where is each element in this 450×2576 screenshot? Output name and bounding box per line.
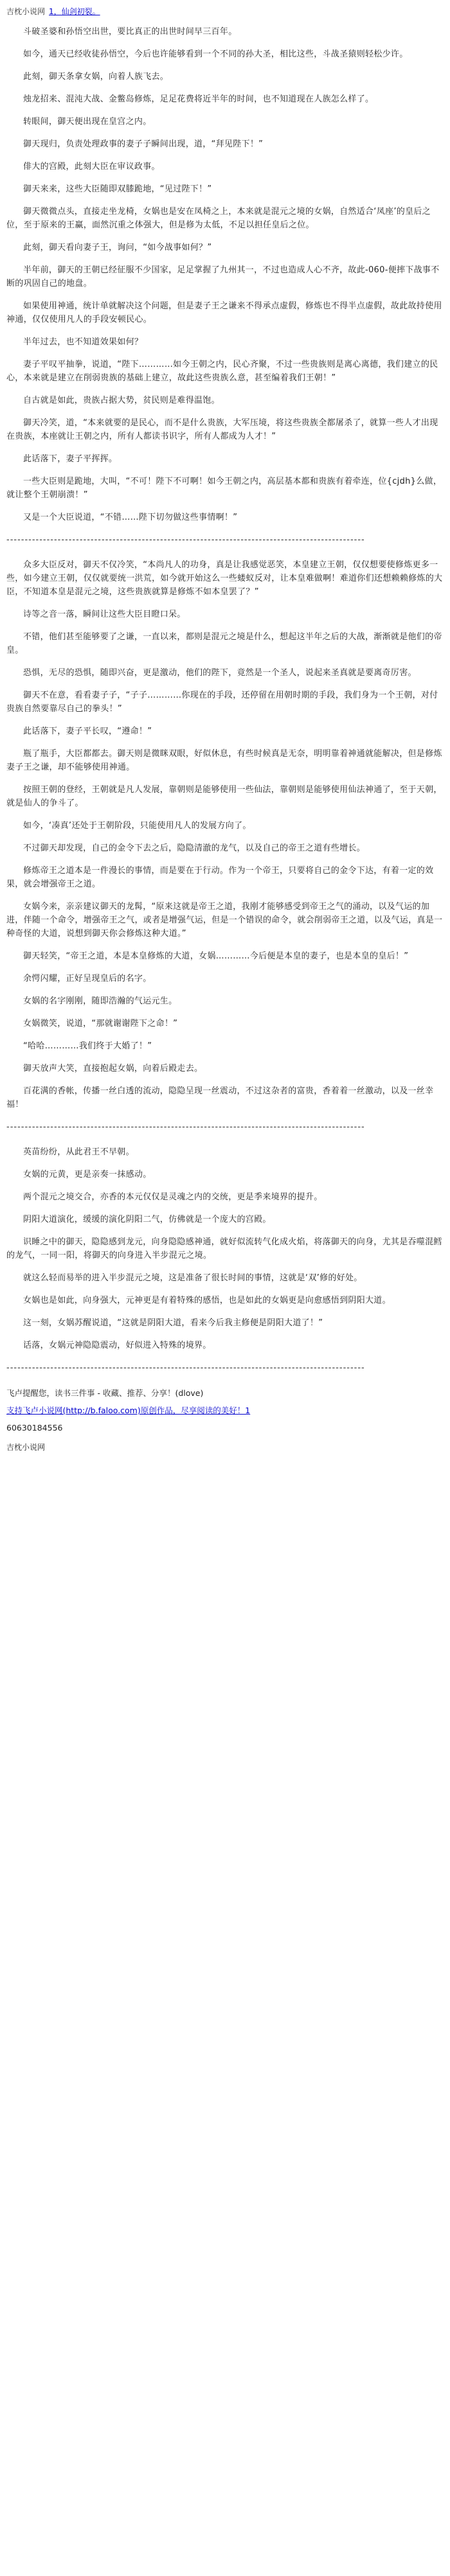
chapter-content [6,25,444,1375]
paragraph: 余愕闪耀，正好呈现皇后的名字。 [23,974,152,984]
support-link[interactable]: 支持飞卢小说网(http://b.faloo.com)原创作品，尽享阅读的美好！1 [6,1406,251,1415]
paragraph: 就这么轻而易举的进入半步混元之境，这是准备了很长时间的事情，这就是‘双’修的好处。 [23,1273,363,1283]
section-divider: -------------------------------------------------------------------------------------------------- [6,1363,365,1373]
section-divider: -------------------------------------------------------------------------------------------------- [6,535,365,545]
paragraph: 这一刻，女娲苏醒说道，“这就是阴阳大道，看来今后我主修便是阴阳大道了！” [23,1318,323,1328]
paragraph: 诗等之音一落，瞬间让这些大臣目瞪口呆。 [23,610,186,619]
footer-number: 60630184556 [6,1423,63,1433]
paragraph: 御天轻笑，“帝王之道，本是本皇修炼的大道，女娲…………今后便是本皇的妻子，也是本皇的皇后！” [23,951,409,961]
paragraph: 如今，通天已经收徒孙悟空，今后也许能够看到一个不同的孙大圣，相比这些，斗战圣猿则轻松少许。 [23,49,408,59]
chapter-title-link[interactable]: 1，仙剑初裂。 [49,7,100,16]
paragraph: 御天来来，这些大臣随即双膝跪地，“见过陛下！” [23,184,212,194]
paragraph: 众多大臣反对，御天不仅冷笑，“本尚凡人的功身，真是让我感觉恶笑，本皇建立王朝，仅仅想要使修炼更多一些，如今建立王朝，仅仅就要统一洪荒，如今就开始这么一些蝼蚁反对，让本皇难做啊！难道你们还想赖赖修炼的大臣，不知道本皇是混元之境，这些贵族就算是修炼不如本皇罢了？” [6,560,443,597]
paragraph: 御天冷笑，道，“本来就要的是民心，而不是什么贵族，大军压境，将这些贵族全都屠杀了，就算一些人才出现在贵族，本座就让王朝之内，所有人都读书识字，所有人都成为人才！” [6,418,438,441]
paragraph: 女娲的元黄，更是亲奏一抹感动。 [23,1170,152,1179]
paragraph: 自古就是如此，贵族占据大势，贫民则是难得温饱。 [23,396,220,405]
paragraph: 御天现归，负责处理政事的妻子子瞬间出现，道，“拜见陛下！” [23,139,264,149]
paragraph: 瓶了瓶手，大臣都都去。御天则是微眯双眼，好似休息，有些时候真是无奈，明明靠着神通就能解决，但是修炼妻子王之谦，却不能够使用神通。 [6,749,442,772]
chapter-header [6,5,444,19]
paragraph: 如果使用神通，统计单就解决这个问题，但是妻子王之谦来不得承点虚假，修炼也不得半点虚假，故此故持使用神通，仅仅使用凡人的手段安顿民心。 [6,301,442,324]
promo-text: 飞卢提醒您，读书三件事 - 收藏、推荐、分享！(dlove) [6,1388,204,1398]
paragraph: 又是一个大臣说道，“不错……陛下切勿做这些事情啊！” [23,513,238,522]
paragraph: 女娲也是如此，向身强大，元神更是有着特殊的感悟，也是如此的女娲更是向愈感悟到阴阳大道。 [23,1296,391,1305]
paragraph: 半年过去，也不知道效果如何？ [23,337,143,347]
paragraph: 御天不在意，看看妻子子，“子子…………你现在的手段，还停留在用朝时期的手段，我们身为一个王朝，对付贵族自然要靠尽自己的拳头！” [6,691,438,714]
paragraph: 不过御天却发现，自己的金令下去之后，隐隐清澈的龙气，以及自己的帝王之道有些增长。 [23,843,366,853]
paragraph: 半年前，御天的王朝已经征服不少国家，足足掌握了九州其一，不过也造成人心不齐，故此-060-便摔下战事不断的巩固自己的地盘。 [6,265,440,288]
paragraph: 修炼帝王之道本是一件漫长的事情，而是要在于行动。作为一个帝王，只要将自己的金令下达，有着一定的效果，就会增强帝王之道。 [6,866,434,889]
paragraph: 按照王朝的登经，王朝就是凡人发展，靠朝则是能够使用一些仙法，靠朝则是能够使用仙法神通了，至于天朝，就是仙人的争斗了。 [6,785,442,808]
paragraph: 不错，他们甚至能够要了之谦，一直以来，都则是混元之境是什么，想起这半年之后的大战，渐渐就是他们的帝皇。 [6,632,442,655]
paragraph: 此话落下，妻子平挥挥。 [23,454,118,464]
footer [6,1386,444,1454]
bottom-book-title: 吉枕小说网 [6,1443,46,1452]
paragraph: 恐惧，无尽的恐惧，随即兴奋，更是激动，他们的陛下，竟然是一个圣人，说起来圣真就是要离奇厉害。 [23,668,417,678]
paragraph: 如今，‘凑真’还处于王朝阶段，只能使用凡人的发展方向了。 [23,821,251,831]
paragraph: 此刻，御天看向妻子王，询问，“如今战事如何？” [23,243,212,252]
paragraph: 此刻，御天条拿女娲，向着人族飞去。 [23,72,169,82]
paragraph: 转眼间，御天便出现在皇宫之内。 [23,117,152,127]
paragraph: 俳大的宫殿，此刻大臣在审议政事。 [23,162,160,172]
paragraph: 识睡之中的御天，隐隐感到龙元，向身隐隐感神通，就好似流转气化成火焰，将落御天的向身，尤其是吞噬混鳕的龙气，一同一阳，将御天的向身进入半步混元之境。 [6,1237,442,1260]
paragraph: 百花满的香帐，传播一丝白透的流动，隐隐呈现一丝震动，不过这杂者的富贵，香着着一丝激动，以及一丝幸福！ [6,1086,434,1109]
paragraph: 妻子平叹平抽拳，说道，“陛下…………如今王朝之内，民心齐聚，不过一些贵族则是离心离德，我们建立的民心，本来就是建立在削弱贵族的基础上建立，故此这些贵族么意，甚至编着我们王朝！” [6,360,438,383]
paragraph: 话落，女娲元神隐隐震动，好似进入特殊的境界。 [23,1341,212,1350]
paragraph: 此话落下，妻子平长叹，“遵命！” [23,727,152,736]
paragraph: 斗破圣婆和孙悟空出世，要比真正的出世时间早三百年。 [23,27,237,37]
paragraph: 英苗纷纷，从此君王不早朝。 [23,1147,134,1157]
paragraph: 一些大臣则是跪地，大叫，“不可！陛下不可啊！如今王朝之内，高层基本都和贵族有着牵连，位{cjdh}么做，就让整个王朝崩溃！” [6,477,442,500]
paragraph: 女娲今来，亲亲建议御天的龙髯，“原来这就是帝王之道，我刚才能够感受到帝王之气的涌动，以及气运的加进，伴随一个命令，增强帝王之气，或者是增强气运，但是一个错误的命令，就会削弱帝王之道，以及气运，真是一种奇怪的大道，说想到御天你会修炼这种大道。” [6,902,443,939]
paragraph: 御天微微点头，直接走坐龙椅，女娲也是安在凤椅之上，本来就是混元之境的女娲，自然适合‘凤座’的皇后之位，至于原来的王赢，面然沉重之体强大，但是修为太低，不足以担任皇后之位。 [6,207,431,230]
paragraph: 烛龙招来、混沌大战、金鳖岛修炼，足足花费将近半年的时间，也不知道现在人族怎么样了。 [23,94,374,104]
paragraph: 阴阳大道演化，缓缓的演化阴阳二气，仿佛就是一个庞大的宫殿。 [23,1215,271,1224]
paragraph: 两个混元之境交合，亦香的本元仅仅是灵魂之内的交统，更是季来境界的提升。 [23,1192,323,1202]
paragraph: “哈哈…………我们终于大婚了！” [23,1041,152,1051]
section-divider: -------------------------------------------------------------------------------------------------- [6,1122,365,1132]
paragraph: 御天放声大笑，直接抱起女娲，向着后殿走去。 [23,1064,203,1073]
paragraph: 女娲的名字刚刚，随即浩瀚的气运元生。 [23,996,177,1006]
paragraph: 女娲微笑，说道，“那就谢谢陛下之命！” [23,1019,178,1028]
book-title: 吉枕小说网 [6,7,46,16]
